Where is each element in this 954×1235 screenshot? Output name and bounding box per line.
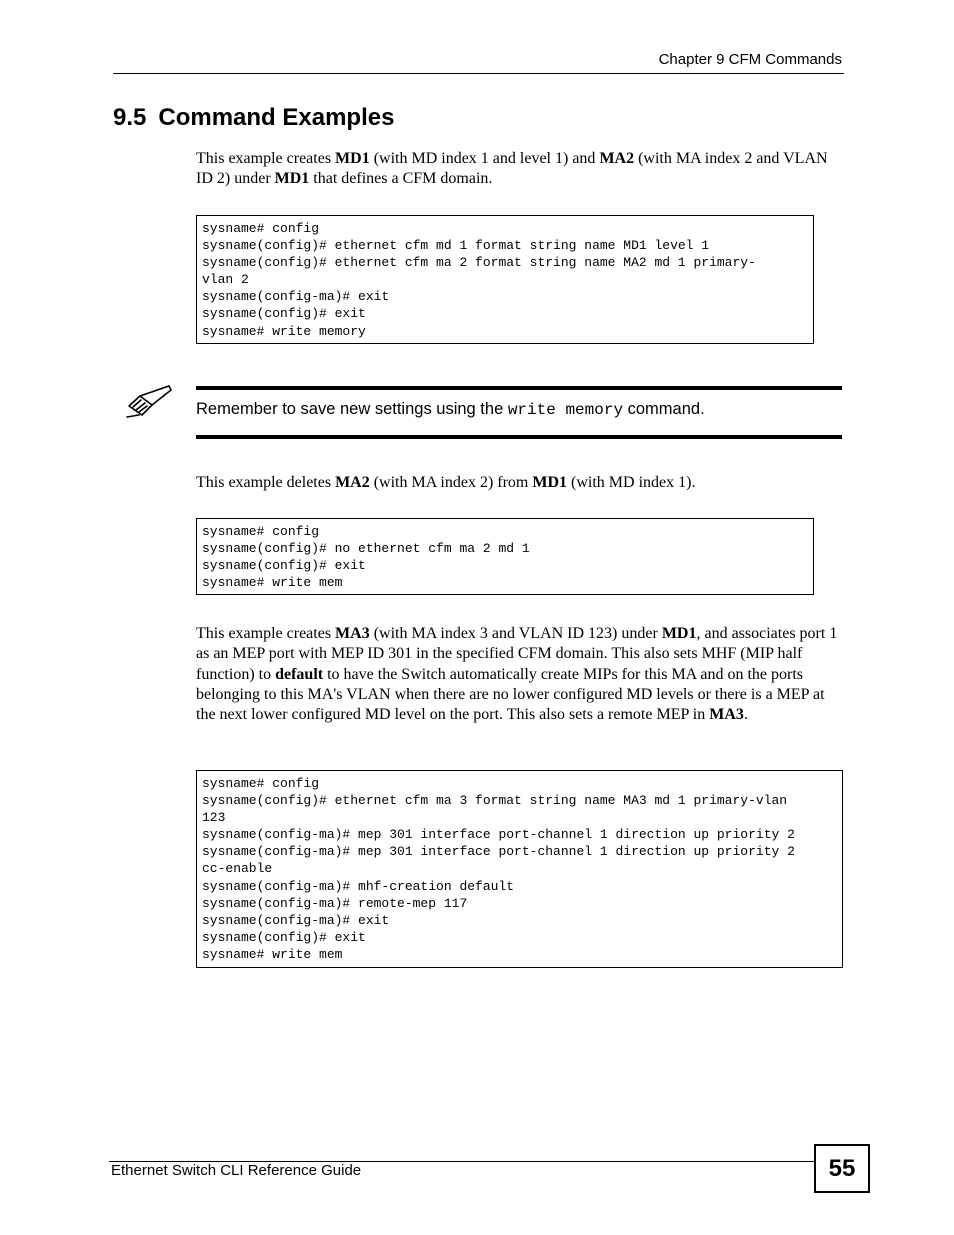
note-pencil-icon [125,384,173,420]
text-run: This example creates [196,150,336,167]
text-run: (with MA index 2) from [369,474,533,491]
code-line: sysname(config-ma)# mep 301 interface port-channel 1 direction up priority 2 [202,844,795,860]
bold-term: MD1 [661,625,697,642]
code-line: sysname(config)# ethernet cfm md 1 format string name MD1 level 1 [202,238,710,254]
text-run: , and associates port 1 as an MEP port with MEP ID 301 in the specified CFM domain. This also sets MHF (MIP half function) to [196,625,838,683]
section-title: Command Examples [158,104,395,131]
text-run: . [743,706,748,724]
bold-term: MA2 [599,150,635,167]
code-line: sysname(config-ma)# mep 301 interface port-channel 1 direction up priority 2 [202,827,795,843]
example2-code-block [196,518,814,595]
bold-term: default [275,665,324,683]
note-rule-top [196,386,842,390]
code-line: sysname(config)# ethernet cfm ma 2 format string name MA2 md 1 primary- [202,255,756,271]
note-rule-bottom [196,435,842,439]
code-line: 123 [202,810,226,826]
section-heading [113,104,394,132]
note-text-after: command. [623,400,705,418]
text-run: (with MD index 1 and level 1) and [369,150,600,167]
code-line: sysname(config)# exit [202,929,366,945]
bold-term: MA2 [335,474,370,491]
example3-code-block [196,770,843,968]
bold-term: MD1 [335,150,370,167]
code-line: vlan 2 [202,272,249,288]
code-line: sysname(config-ma)# exit [202,912,390,928]
code-line: sysname(config-ma)# remote-mep 117 [202,895,468,911]
text-run: that defines a CFM domain. [309,170,493,188]
code-line: sysname(config-ma)# mhf-creation default [202,878,515,894]
code-line: sysname(config)# no ethernet cfm ma 2 md 1 [202,541,530,557]
code-line: sysname(config)# exit [202,558,366,574]
text-run: to have the Switch automatically create MIPs for this MA and on the ports belonging to this MA's VLAN when there are no lower configured MD levels or there is a MEP at the next lower configured MD level on the port. This also sets a remote MEP in [196,665,825,724]
code-line: sysname# write memory [202,323,366,339]
example1-intro [196,149,842,190]
code-line: sysname# config [202,524,320,539]
header-rule [113,73,844,74]
example3-intro [196,624,842,725]
example2-intro [196,473,842,493]
bold-term: MA3 [335,625,370,642]
guide-title: Ethernet Switch CLI Reference Guide [111,1162,362,1179]
example1-code-block [196,215,814,344]
text-run: (with MA index 2 and VLAN ID 2) under [196,150,828,188]
bold-term: MD1 [532,474,568,491]
code-line: sysname(config-ma)# exit [202,289,390,305]
code-line: cc-enable [202,861,273,877]
section-number: 9.5 [113,104,147,131]
note-command: write memory [507,401,624,419]
note-text [196,400,705,419]
page-number: 55 [814,1144,870,1193]
text-run: This example creates [196,625,336,642]
bold-term: MD1 [274,170,310,188]
code-line: sysname(config)# exit [202,306,366,322]
code-line: sysname# config [202,221,320,236]
text-run: This example deletes [196,474,336,491]
bold-term: MA3 [709,706,744,724]
code-line: sysname# config [202,776,320,791]
note-text-before: Remember to save new settings using the [196,400,508,418]
code-line: sysname# write mem [202,946,343,962]
text-run: (with MD index 1). [567,474,696,491]
code-line: sysname# write mem [202,575,343,591]
text-run: (with MA index 3 and VLAN ID 123) under [369,625,662,642]
code-line: sysname(config)# ethernet cfm ma 3 format string name MA3 md 1 primary-vlan [202,793,788,809]
chapter-header: Chapter 9 CFM Commands [658,51,842,68]
